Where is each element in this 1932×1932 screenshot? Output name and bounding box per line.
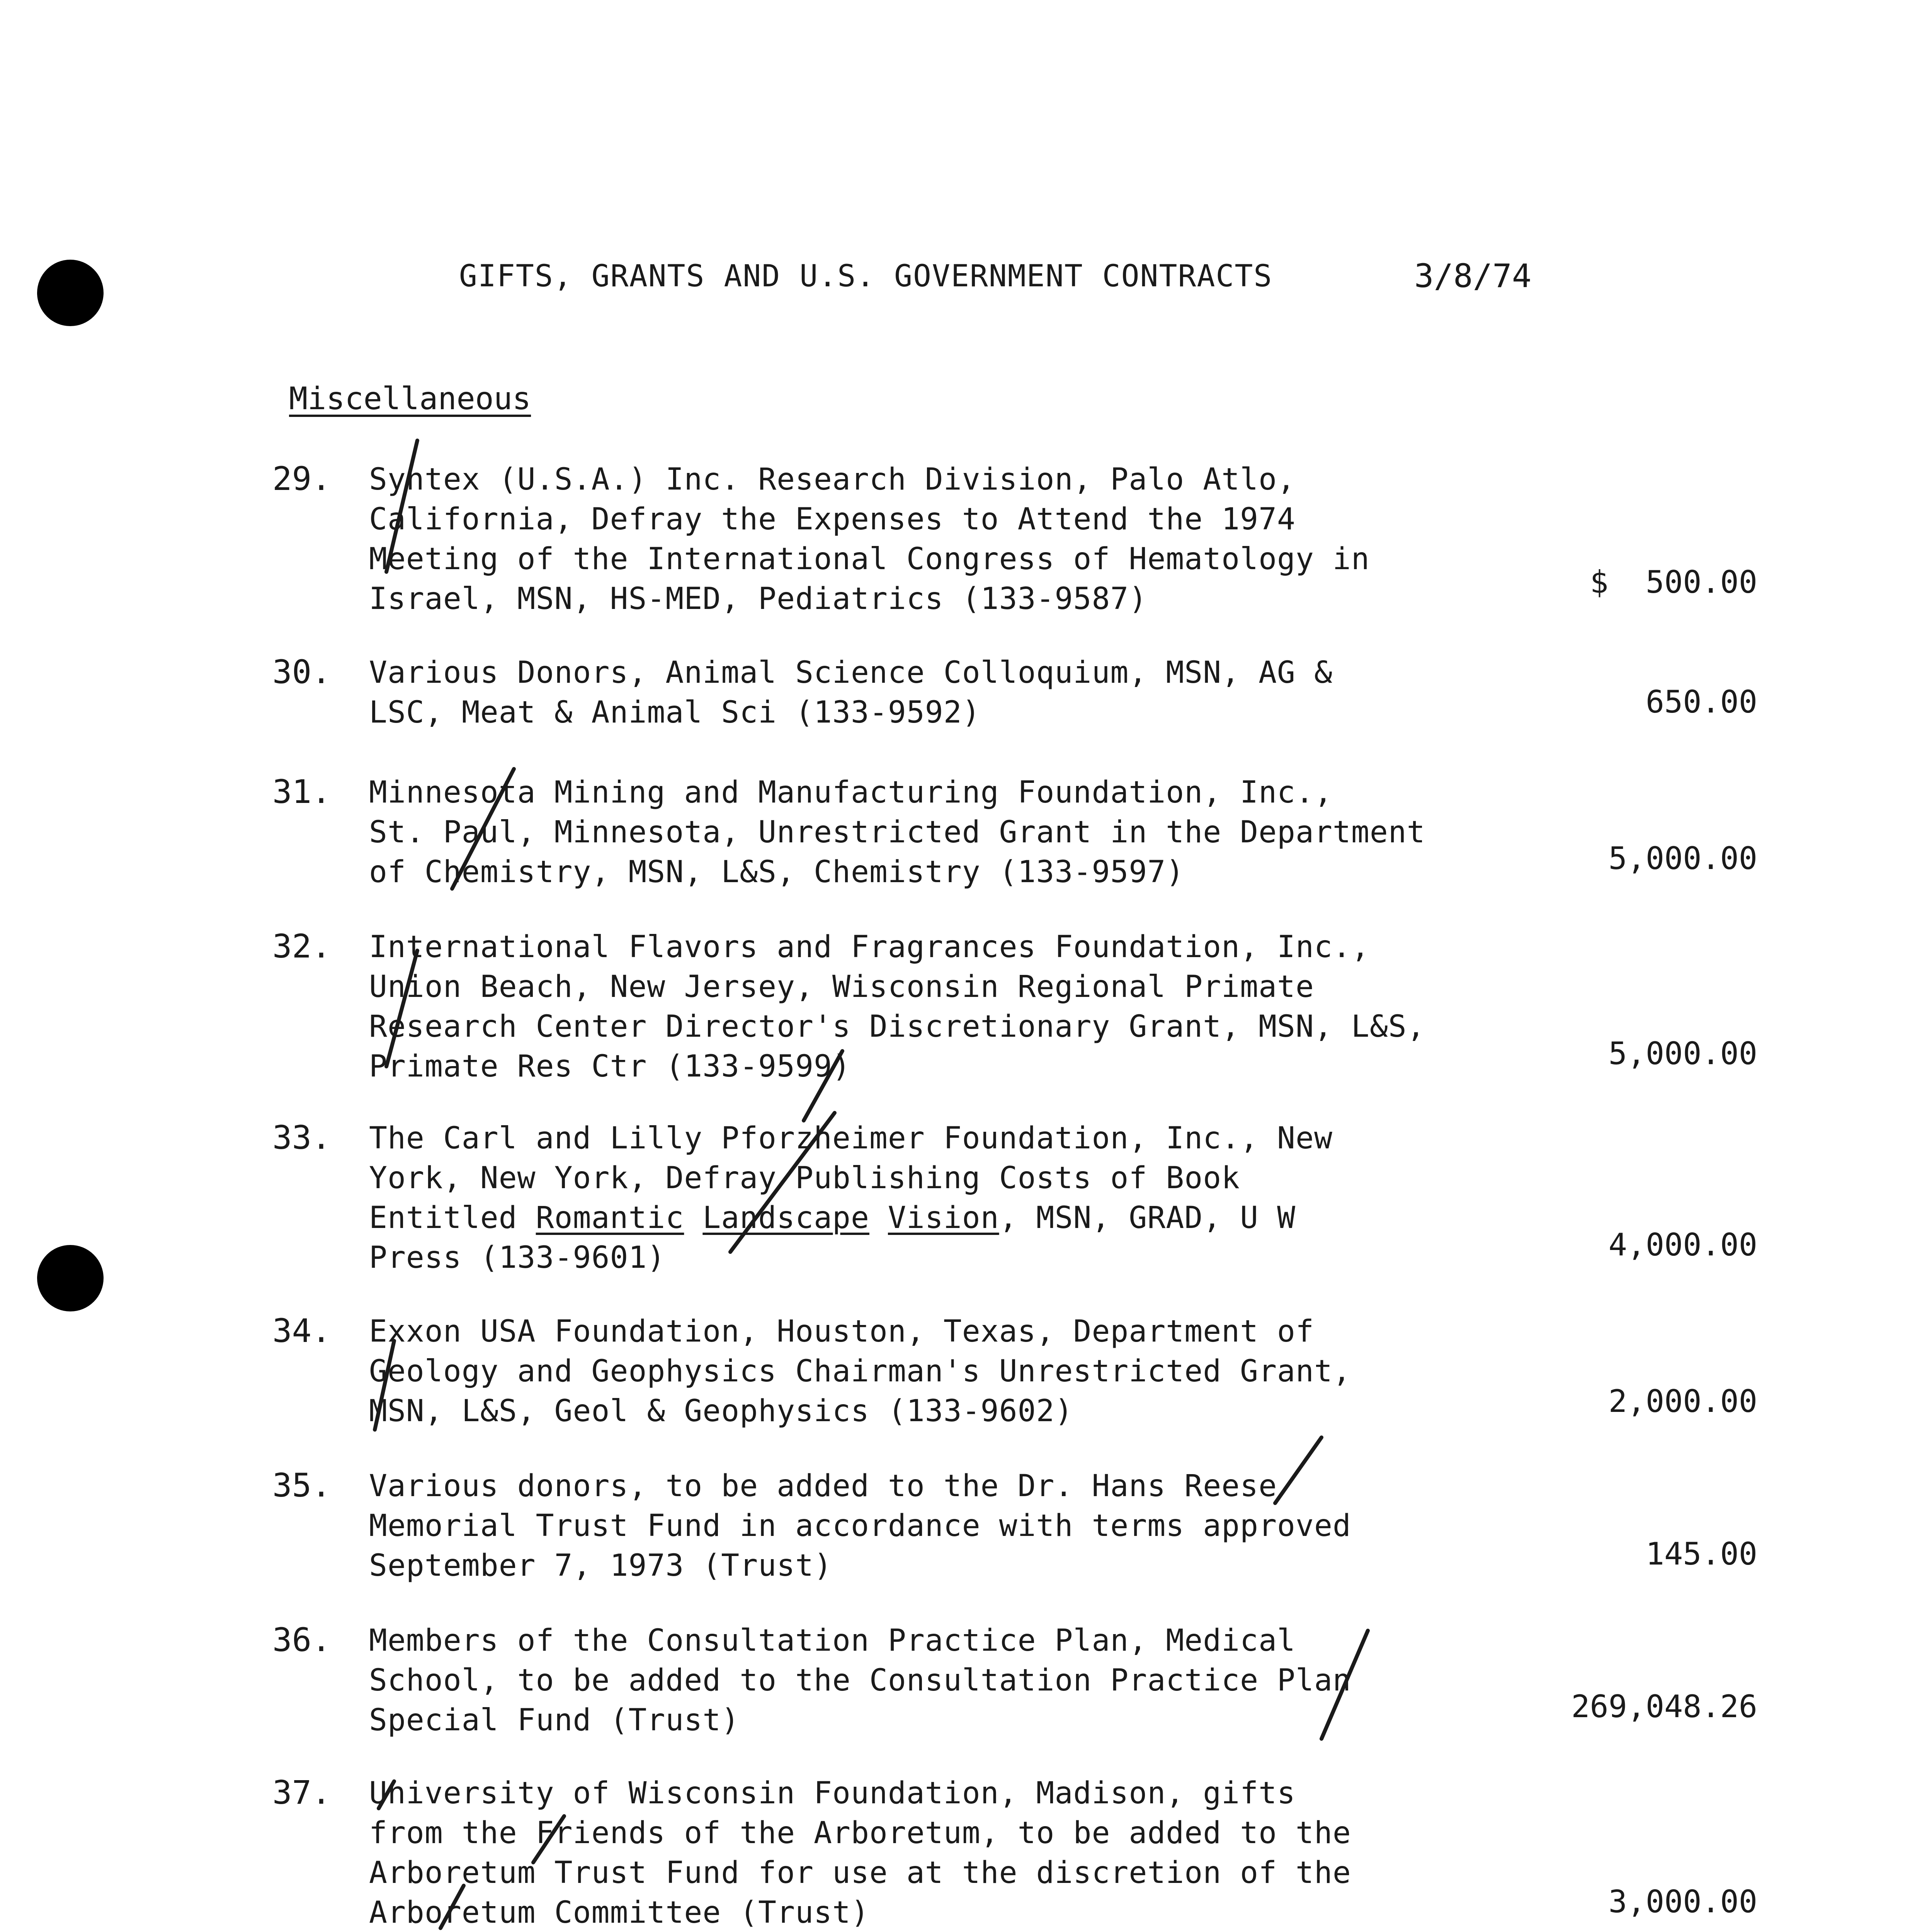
entry-number: 37.	[272, 1774, 331, 1811]
entry-description	[369, 1312, 1351, 1431]
entry-line-text: , MSN, GRAD, U W	[999, 1201, 1296, 1235]
entry-line: School, to be added to the Consultation Practice Plan	[369, 1663, 1351, 1698]
entry-line: The Carl and Lilly Pforzheimer Foundation, Inc., New	[369, 1121, 1333, 1156]
entry-line: Press (133-9601)	[369, 1240, 666, 1275]
entry-line: of Chemistry, MSN, L&S, Chemistry (133-9597)	[369, 855, 1185, 889]
entry-line: Exxon USA Foundation, Houston, Texas, Department of	[369, 1314, 1314, 1349]
entry-amount: 269,048.26	[1571, 1689, 1757, 1725]
entry-line: York, New York, Defray Publishing Costs of Book	[369, 1161, 1240, 1196]
entry-amount: 650.00	[1646, 684, 1757, 720]
entry-line: September 7, 1973 (Trust)	[369, 1548, 832, 1583]
section-heading: Miscellaneous	[289, 381, 531, 417]
book-title-word: Vision	[888, 1201, 999, 1235]
entry-line: LSC, Meat & Animal Sci (133-9592)	[369, 695, 981, 730]
entry-line: MSN, L&S, Geol & Geophysics (133-9602)	[369, 1394, 1073, 1429]
entry-line	[369, 1198, 1333, 1238]
entry-number: 36.	[272, 1621, 331, 1659]
entry-description	[369, 1621, 1351, 1740]
entry-description	[369, 927, 1425, 1087]
entry-line: Syntex (U.S.A.) Inc. Research Division, Palo Atlo,	[369, 462, 1296, 497]
entry-line: Minnesota Mining and Manufacturing Foundation, Inc.,	[369, 775, 1333, 810]
entry-number: 35.	[272, 1466, 331, 1504]
entry-line: from the Friends of the Arboretum, to be added to the	[369, 1816, 1351, 1850]
entry-line: Members of the Consultation Practice Plan, Medical	[369, 1623, 1296, 1658]
entry-line: Various Donors, Animal Science Colloquium, MSN, AG &	[369, 655, 1333, 690]
entry-line: Israel, MSN, HS-MED, Pediatrics (133-9587)	[369, 582, 1148, 616]
entry-amount: $ 500.00	[1590, 564, 1757, 600]
entry-number: 30.	[272, 653, 331, 691]
punch-hole-top	[37, 260, 104, 326]
entry-line: Geology and Geophysics Chairman's Unrestricted Grant,	[369, 1354, 1351, 1389]
entry-line-text: Entitled	[369, 1201, 517, 1235]
entry-line: Arboretum Trust Fund for use at the discretion of the	[369, 1855, 1351, 1890]
entry-amount: 5,000.00	[1608, 1036, 1757, 1071]
entry-number: 32.	[272, 927, 331, 965]
entry-number: 34.	[272, 1312, 331, 1350]
entry-amount: 3,000.00	[1608, 1884, 1757, 1920]
entry-line: University of Wisconsin Foundation, Madison, gifts	[369, 1776, 1296, 1811]
entry-line: Various donors, to be added to the Dr. Hans Reese	[369, 1469, 1277, 1503]
book-title-word: Romantic	[536, 1201, 684, 1235]
entry-number: 33.	[272, 1119, 331, 1156]
punch-hole-middle	[37, 1245, 104, 1311]
entry-line: Union Beach, New Jersey, Wisconsin Regional Primate	[369, 969, 1314, 1004]
entry-amount: 5,000.00	[1608, 840, 1757, 876]
entry-description	[369, 1119, 1333, 1278]
entry-line: Primate Res Ctr (133-9599)	[369, 1049, 851, 1084]
entry-amount: 4,000.00	[1608, 1227, 1757, 1263]
entry-line: Memorial Trust Fund in accordance with terms approved	[369, 1509, 1351, 1543]
entry-line: California, Defray the Expenses to Attend the 1974	[369, 502, 1296, 537]
entry-line: Special Fund (Trust)	[369, 1703, 740, 1738]
entry-line: Research Center Director's Discretionary Grant, MSN, L&S,	[369, 1009, 1425, 1044]
entry-amount: 2,000.00	[1608, 1383, 1757, 1419]
entry-line: International Flavors and Fragrances Foundation, Inc.,	[369, 930, 1370, 964]
entry-line: Arboretum Committee (Trust)	[369, 1895, 869, 1930]
page-title: GIFTS, GRANTS AND U.S. GOVERNMENT CONTRACTS	[459, 259, 1273, 294]
entry-line: St. Paul, Minnesota, Unrestricted Grant in the Department	[369, 815, 1425, 850]
document-date: 3/8/74	[1414, 257, 1532, 295]
entry-number: 29.	[272, 460, 331, 498]
entry-description	[369, 460, 1370, 619]
entry-amount: 145.00	[1646, 1536, 1757, 1572]
entry-number: 31.	[272, 773, 331, 811]
entry-description	[369, 1466, 1351, 1586]
entry-description	[369, 1774, 1351, 1932]
book-title-word: Landscape	[702, 1201, 869, 1235]
entry-description	[369, 653, 1333, 733]
entry-line: Meeting of the International Congress of Hematology in	[369, 542, 1370, 577]
entry-description	[369, 773, 1425, 892]
